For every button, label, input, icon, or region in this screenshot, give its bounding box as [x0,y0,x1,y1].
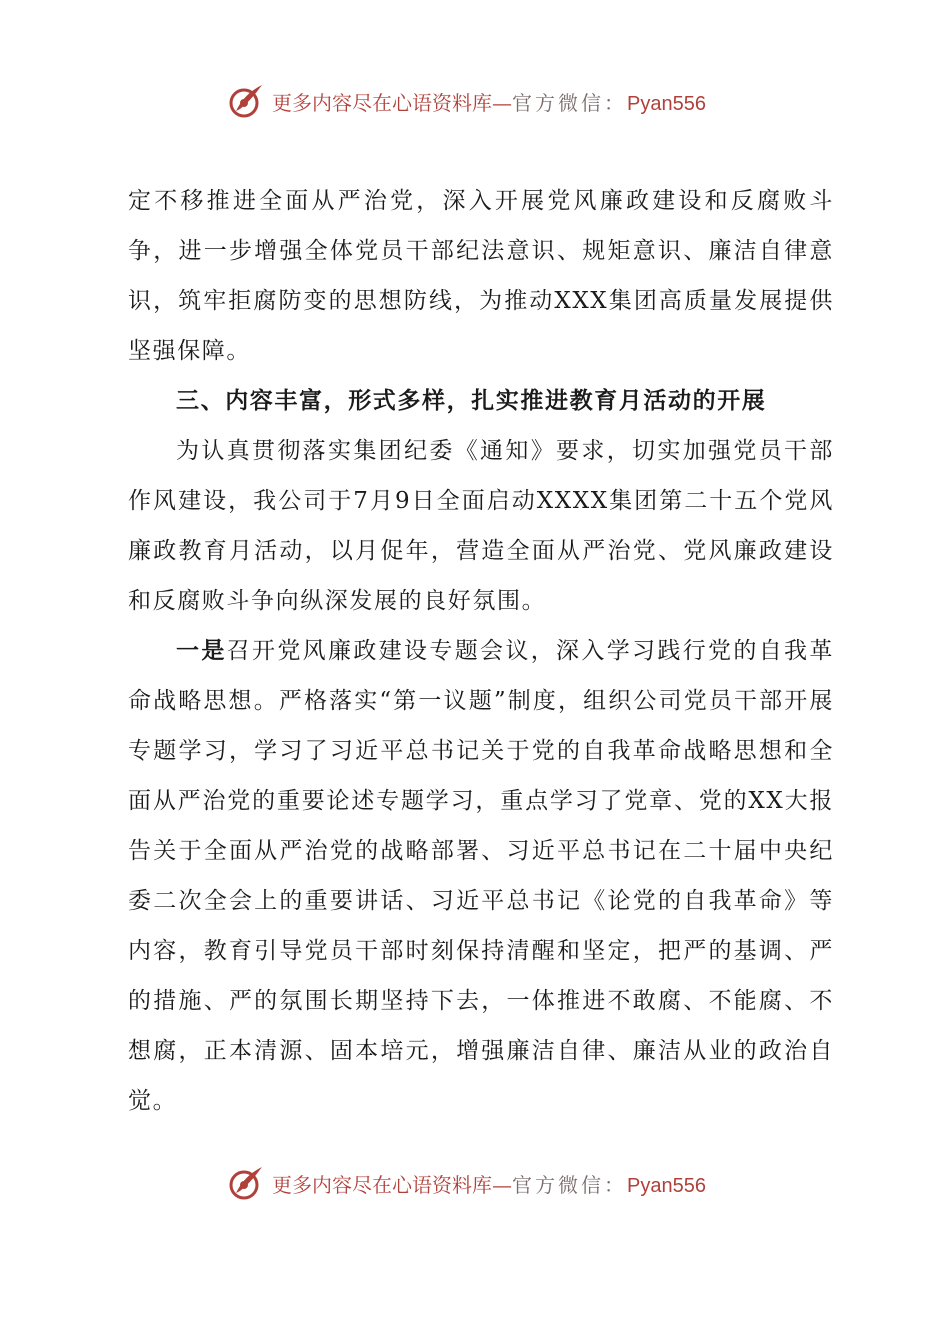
paragraph-first-point-text: 召开党风廉政建设专题会议，深入学习践行党的自我革命战略思想。严格落实“第一议题”制度，组织公司党员干部开展专题学习，学习了习近平总书记关于党的自我革命战略思想和全面从严治党的重要论述专题学习，重点学习了党章、党的XX大报告关于全面从严治党的战略部署、习近平总书记在二十届中央纪委二次全会上的重要讲话、习近平总书记《论党的自我革命》等内容，教育引导党员干部时刻保持清醒和坚定，把严的基调、严的措施、严的氛围长期坚持下去，一体推进不敢腐、不能腐、不想腐，正本清源、固本培元，增强廉洁自律、廉洁从业的政治自觉。 [128,638,834,1114]
banner-label: 官方微信： [512,1172,627,1197]
banner-text [272,87,706,116]
banner-title: 更多内容尽在心语资料库 [272,90,492,115]
banner-label: 官方微信： [512,90,627,115]
paragraph-intro: 为认真贯彻落实集团纪委《通知》要求，切实加强党员干部作风建设，我公司于7月9日全面启动XXXX集团第二十五个党风廉政教育月活动，以月促年，营造全面从严治党、党风廉政建设和反腐败斗争向纵深发展的良好氛围。 [128,438,834,614]
banner-dash: — [492,90,512,115]
document-body [128,176,834,1126]
quill-logo-icon [226,1163,266,1203]
header-banner [0,76,950,126]
banner-text [272,1169,706,1198]
banner-wechat-id: Pyan556 [627,92,706,115]
section-heading: 三、内容丰富，形式多样，扎实推进教育月活动的开展 [176,387,767,414]
footer-banner [0,1158,950,1208]
quill-logo-icon [226,81,266,121]
paragraph-continuation: 定不移推进全面从严治党，深入开展党风廉政建设和反腐败斗争，进一步增强全体党员干部纪法意识、规矩意识、廉洁自律意识，筑牢拒腐防变的思想防线，为推动XXX集团高质量发展提供坚强保障。 [128,188,834,364]
banner-dash: — [492,1172,512,1197]
paragraph-lead: 一是 [176,637,227,664]
paragraph-first-point [128,626,834,1126]
banner-title: 更多内容尽在心语资料库 [272,1172,492,1197]
banner-wechat-id: Pyan556 [627,1174,706,1197]
